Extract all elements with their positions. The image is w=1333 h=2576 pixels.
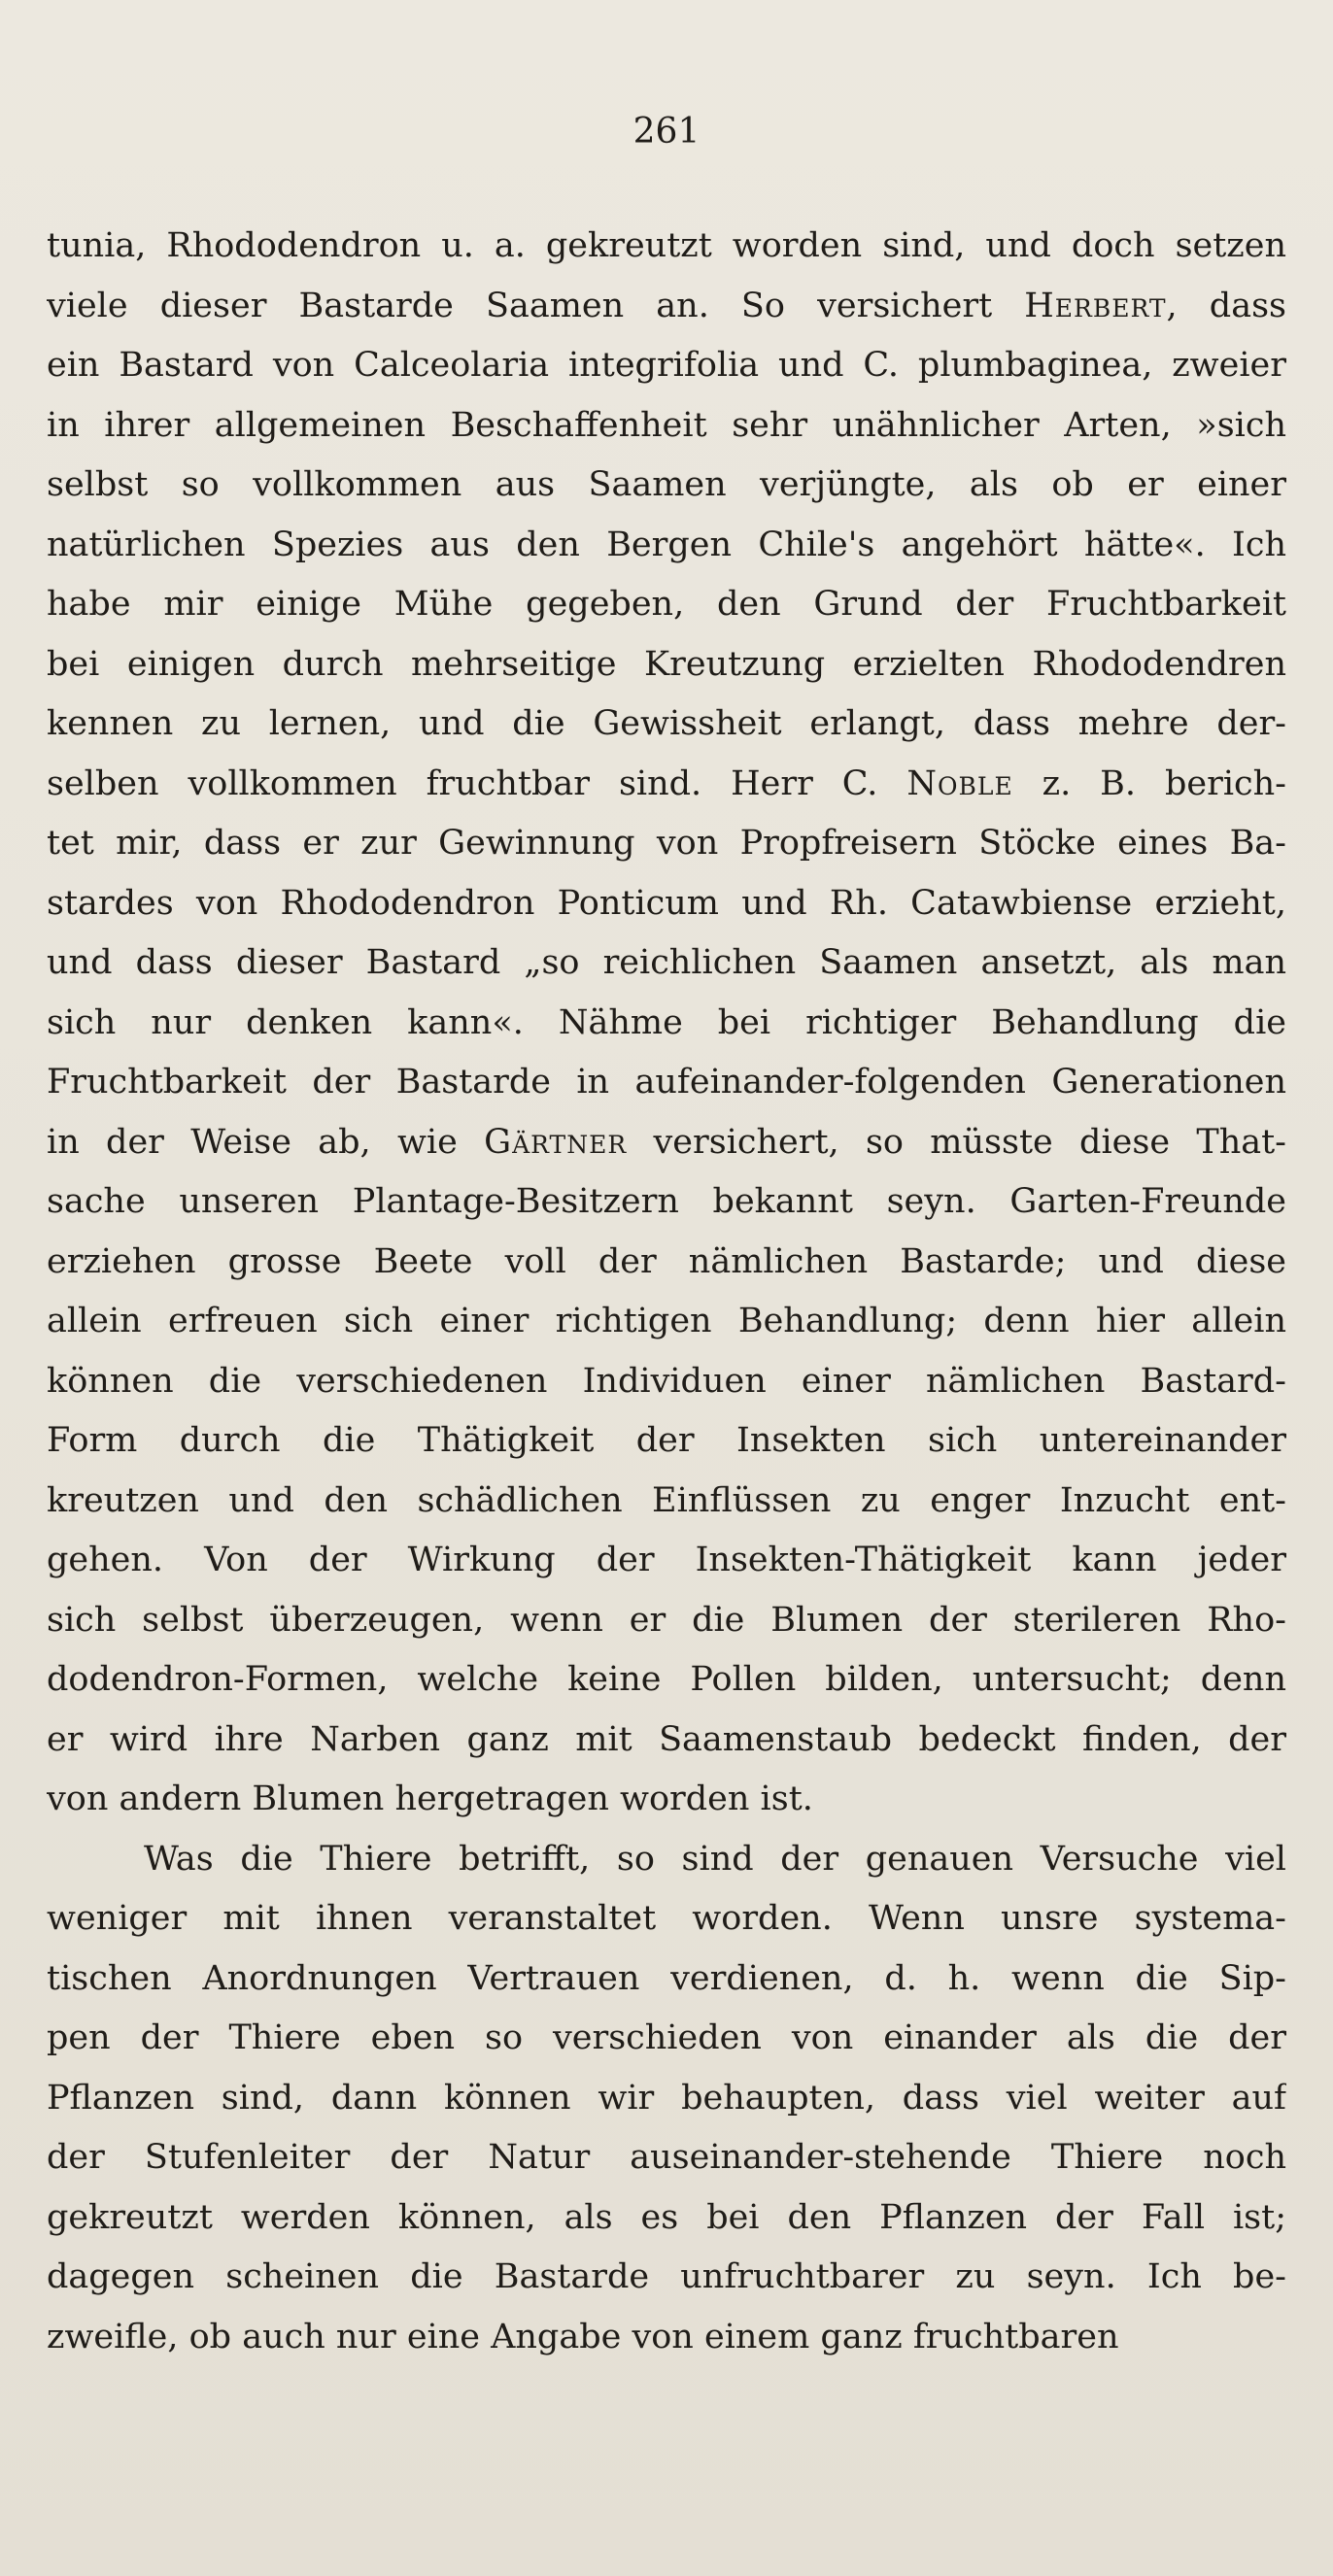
text-line: sich selbst überzeugen, wenn er die Blumen der sterileren Rho- xyxy=(47,1600,1286,1640)
text-line: selbst so vollkommen aus Saamen verjüngte, als ob er einer xyxy=(47,465,1286,504)
text-line: allein erfreuen sich einer richtigen Behandlung; denn hier allein xyxy=(47,1302,1286,1340)
text-segment: z. B. berich- xyxy=(1012,763,1286,803)
text-line: ein Bastard von Calceolaria integrifolia und C. plumbaginea, zweier xyxy=(47,346,1286,385)
text-line: Fruchtbarkeit der Bastarde in aufeinander-folgenden Generationen xyxy=(47,1063,1286,1102)
paragraph xyxy=(47,1830,1286,2368)
text-line xyxy=(47,755,1286,815)
text-line: pen der Thiere eben so verschieden von einander als die der xyxy=(47,2018,1286,2057)
author-name: Herbert xyxy=(1024,286,1167,325)
text-line: Form durch die Thätigkeit der Insekten sich untereinander xyxy=(47,1421,1286,1460)
text-line: sache unseren Plantage-Besitzern bekannt seyn. Garten-Freunde xyxy=(47,1182,1286,1221)
text-line: gehen. Von der Wirkung der Insekten-Thätigkeit kann jeder xyxy=(47,1541,1286,1579)
text-line: dodendron-Formen, welche keine Pollen bilden, untersucht; denn xyxy=(47,1660,1286,1699)
text-line: und dass dieser Bastard „so reichlichen Saamen ansetzt, als man xyxy=(47,943,1286,982)
text-line: stardes von Rhododendron Ponticum und Rh. Catawbiense erzieht, xyxy=(47,883,1286,923)
text-line: er wird ihre Narben ganz mit Saamenstaub bedeckt finden, der xyxy=(47,1719,1286,1759)
text-line: gekreutzt werden können, als es bei den Pflanzen der Fall ist; xyxy=(47,2197,1286,2237)
text-line: bei einigen durch mehrseitige Kreutzung erzielten Rhododendren xyxy=(47,644,1286,684)
author-name: Gärtner xyxy=(484,1122,628,1162)
text-line: kennen zu lernen, und die Gewissheit erlangt, dass mehre der- xyxy=(47,704,1286,743)
text-line: in ihrer allgemeinen Beschaffenheit sehr unähnlicher Arten, »sich xyxy=(47,405,1286,445)
text-line: habe mir einige Mühe gegeben, den Grund der Fruchtbarkeit xyxy=(47,585,1286,624)
text-line: sich nur denken kann«. Nähme bei richtiger Behandlung die xyxy=(47,1002,1286,1042)
text-segment: in der Weise ab, wie xyxy=(47,1122,485,1162)
text-line xyxy=(47,1113,1286,1173)
text-line: tischen Anordnungen Vertrauen verdienen, d. h. wenn die Sip- xyxy=(47,1958,1286,1998)
text-line: von andern Blumen hergetragen worden ist. xyxy=(47,1779,813,1818)
text-line: erziehen grosse Beete voll der nämlichen Bastarde; und diese xyxy=(47,1241,1286,1281)
paragraph xyxy=(47,217,1286,1830)
text-line: tunia, Rhododendron u. a. gekreutzt worden sind, und doch setzen xyxy=(47,226,1286,265)
text-line: dagegen scheinen die Bastarde unfruchtbarer zu seyn. Ich be- xyxy=(47,2257,1286,2296)
text-segment: , dass xyxy=(1166,286,1286,325)
text-line: Pflanzen sind, dann können wir behaupten, dass viel weiter auf xyxy=(47,2078,1286,2118)
text-line: tet mir, dass er zur Gewinnung von Propfreisern Stöcke eines Ba- xyxy=(47,824,1286,863)
text-segment: versichert, so müsste diese That- xyxy=(627,1122,1286,1162)
text-line: der Stufenleiter der Natur auseinander-stehende Thiere noch xyxy=(47,2138,1286,2177)
text-line: zweifle, ob auch nur eine Angabe von einem ganz fruchtbaren xyxy=(47,2317,1119,2356)
text-line: natürlichen Spezies aus den Bergen Chile's angehört hätte«. Ich xyxy=(47,525,1286,564)
text-line: kreutzen und den schädlichen Einflüssen zu enger Inzucht ent- xyxy=(47,1480,1286,1520)
text-line: weniger mit ihnen veranstaltet worden. Wenn unsre systema- xyxy=(47,1899,1286,1938)
author-name: Noble xyxy=(906,763,1013,803)
text-segment: selben vollkommen fruchtbar sind. Herr C. xyxy=(47,763,907,803)
body-text xyxy=(47,217,1286,2367)
page-number: 261 xyxy=(632,112,701,152)
text-line xyxy=(47,277,1286,337)
text-line: Was die Thiere betrifft, so sind der genauen Versuche viel xyxy=(144,1839,1286,1879)
text-segment: viele dieser Bastarde Saamen an. So versichert xyxy=(47,286,1025,325)
text-line: können die verschiedenen Individuen einer nämlichen Bastard- xyxy=(47,1361,1286,1401)
